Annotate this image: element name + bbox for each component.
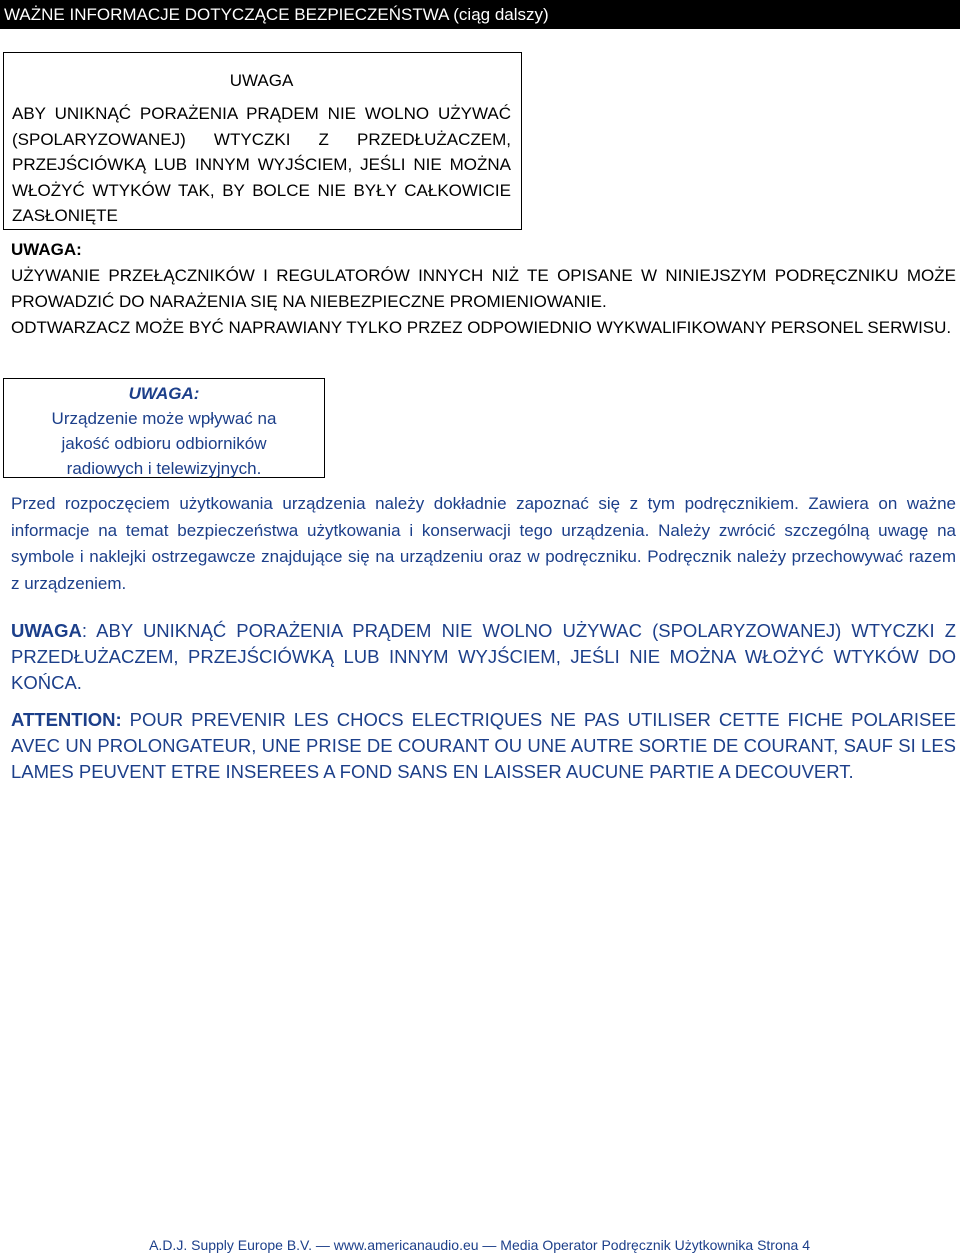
- warning-box-title: UWAGA:: [128, 384, 200, 403]
- page-header: [0, 0, 960, 29]
- warning-box-title: UWAGA: [229, 71, 294, 90]
- intro-paragraph: Przed rozpoczęciem użytkowania urządzenia należy dokładnie zapoznać się z tym podręcznikiem. Zawiera on ważne informacje na temat bezpieczeństwa użytkowania i konserwacji tego urządzenia. Należy zwrócić szczególną uwagę na symbole i naklejki ostrzegawcze znajdujące się na urządzeniu oraz w podręczniku. Podręcznik należy przechowywać razem z urządzeniem.: [11, 494, 956, 593]
- warning-label: UWAGA:: [11, 240, 82, 259]
- warning-text: POUR PREVENIR LES CHOCS ELECTRIQUES NE PAS UTILISER CETTE FICHE POLARISEE AVEC UN PROLONGATEUR, UNE PRISE DE COURANT OU UNE AUTRE SORTIE DE COURANT, SAUF SI LES LAMES PEUVENT ETRE INSEREES A FOND SANS EN LAISSER AUCUNE PARTIE A DECOUVERT.: [11, 709, 956, 782]
- warning-polish: [11, 618, 956, 696]
- warning-box-interference: [3, 378, 325, 478]
- warning-paragraph-service: ODTWARZACZ MOŻE BYĆ NAPRAWIANY TYLKO PRZEZ ODPOWIEDNIO WYKWALIFIKOWANY PERSONEL SERWISU.: [11, 318, 952, 337]
- warning-label: ATTENTION:: [11, 709, 122, 730]
- warning-box-line: Urządzenie może wpływać na: [51, 409, 277, 428]
- warning-box-line: radiowych i telewizyjnych.: [66, 459, 262, 478]
- page-title: WAŻNE INFORMACJE DOTYCZĄCE BEZPIECZEŃSTWA (ciąg dalszy): [4, 5, 549, 24]
- warning-paragraph-radiation: UŻYWANIE PRZEŁĄCZNIKÓW I REGULATORÓW INNYCH NIŻ TE OPISANE W NINIEJSZYM PODRĘCZNIKU MOŻE PROWADZIĆ DO NARAŻENIA SIĘ NA NIEBEZPIECZNE PROMIENIOWANIE.: [11, 266, 956, 311]
- warning-box-polarized-plug: [3, 52, 522, 230]
- warning-french: [11, 707, 956, 785]
- warning-text: : ABY UNIKNĄĆ PORAŻENIA PRĄDEM NIE WOLNO UŻYWAC (SPOLARYZOWANEJ) WTYCZKI Z PRZEDŁUŻACZEM, PRZEJŚCIÓWKĄ LUB INNYM WYJŚCIEM, JEŚLI NIE MOŻNA WŁOŻYĆ WTYKÓW DO KOŃCA.: [11, 620, 956, 693]
- warning-label: UWAGA: [11, 620, 82, 641]
- warning-box-text: ABY UNIKNĄĆ PORAŻENIA PRĄDEM NIE WOLNO UŻYWAĆ (SPOLARYZOWANEJ) WTYCZKI Z PRZEDŁUŻACZEM, PRZEJŚCIÓWKĄ LUB INNYM WYJŚCIEM, JEŚLI NIE MOŻNA WŁOŻYĆ WTYKÓW TAK, BY BOLCE NIE BYŁY CAŁKOWICIE ZASŁONIĘTE: [12, 104, 511, 225]
- page-footer: A.D.J. Supply Europe B.V. — www.americanaudio.eu — Media Operator Podręcznik Użytkownika Strona 4: [149, 1237, 810, 1253]
- warning-section-controls: [11, 237, 956, 341]
- warning-box-line: jakość odbioru odbiorników: [61, 434, 267, 453]
